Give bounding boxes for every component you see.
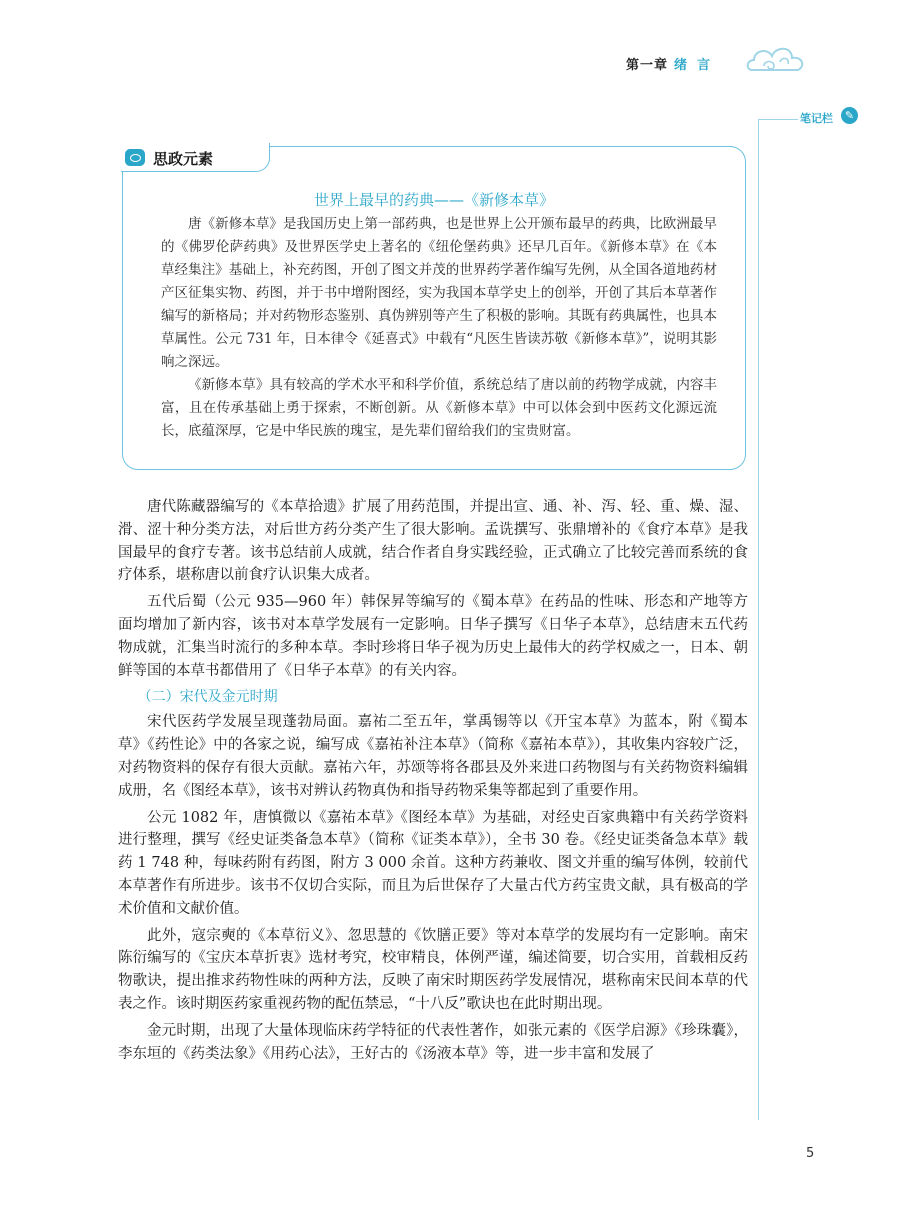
- notes-label: 笔记栏: [800, 112, 833, 125]
- box-paragraph: 唐《新修本草》是我国历史上第一部药典，也是世界上公开颁布最早的药典，比欧洲最早的《佛罗伦萨药典》及世界医学史上著名的《纽伦堡药典》还早几百年。《新修本草》在《本草经集注》基础上，补充药图，开创了图文并茂的世界药学著作编写先例，从全国各道地药材产区征集实物、药图，并于书中增附图经，实为我国本草学史上的创举，开创了其后本草著作编写的新格局；并对药物形态鉴别、真伪辨别等产生了积极的影响。其既有药典属性，也具本草属性。公元 731 年，日本律令《延喜式》中载有“凡医生皆读苏敬《新修本草》”，说明其影响之深远。: [161, 216, 717, 370]
- chapter-title: 绪言: [674, 58, 721, 73]
- cloud-ornament-icon: [746, 40, 808, 80]
- box-body: [161, 213, 717, 443]
- box-title: 思政元素: [153, 150, 214, 168]
- notes-tab: [758, 104, 900, 132]
- notes-tab-line: [758, 119, 798, 120]
- main-text: [118, 496, 748, 1069]
- body-paragraph: 五代后蜀（公元 935—960 年）韩保昇等编写的《蜀本草》在药品的性味、形态和产地等方面均增加了新内容，该书对本草学发展有一定影响。日华子撰写《日华子本草》，总结唐末五代药物成就，汇集当时流行的多种本草。李时珍将日华子视为历史上最伟大的药学权威之一，日本、朝鲜等国的本草书都借用了《日华子本草》的有关内容。: [118, 594, 748, 679]
- box-title-tab: [121, 143, 270, 172]
- chat-bubble-icon: [125, 149, 145, 166]
- page-number: 5: [806, 1146, 815, 1161]
- ideology-box: [122, 146, 746, 470]
- body-paragraph: 此外，寇宗奭的《本草衍义》、忽思慧的《饮膳正要》等对本草学的发展均有一定影响。南宋陈衍编写的《宝庆本草折衷》选材考究，校审精良，体例严谨，编述简要，切合实用，首载相反药物歌诀，提出推求药物性味的两种方法，反映了南宋时期医药学发展情况，堪称南宋民间本草的代表之作。该时期医药家重视药物的配伍禁忌，“十八反”歌诀也在此时期出现。: [118, 927, 748, 1012]
- chapter-number: 第一章: [626, 58, 669, 73]
- box-heading: 世界上最早的药典——《新修本草》: [313, 191, 554, 209]
- body-paragraph: 宋代医药学发展呈现蓬勃局面。嘉祐二至五年，掌禹锡等以《开宝本草》为蓝本，附《蜀本草》《药性论》中的各家之说，编写成《嘉祐补注本草》（简称《嘉祐本草》），其收集内容较广泛，对药物资料的保存有很大贡献。嘉祐六年，苏颂等将各郡县及外来进口药物图与有关药物资料编辑成册，名《图经本草》，该书对辨认药物真伪和指导药物采集等都起到了重要作用。: [118, 714, 748, 799]
- notes-column-rule: [758, 120, 759, 1120]
- body-paragraph: 唐代陈藏器编写的《本草拾遗》扩展了用药范围，并提出宣、通、补、泻、轻、重、燥、湿、滑、涩十种分类方法，对后世方药分类产生了很大影响。孟诜撰写、张鼎增补的《食疗本草》是我国最早的食疗专著。该书总结前人成就，结合作者自身实践经验，正式确立了比较完善而系统的食疗体系，堪称唐以前食疗认识集大成者。: [118, 499, 748, 584]
- body-paragraph: 公元 1082 年，唐慎微以《嘉祐本草》《图经本草》为基础，对经史百家典籍中有关药学资料进行整理，撰写《经史证类备急本草》（简称《证类本草》），全书 30 卷。《经史证类备急本草》载药 1 748 种，每味药附有药图，附方 3 000 余首。这种方药兼收、图文并重的编写体例，较前代本草著作有所进步。该书不仅切合实际，而且为后世保存了大量古代方药宝贵文献，具有极高的学术价值和文献价值。: [118, 809, 748, 917]
- running-header: [626, 54, 720, 73]
- pencil-icon: ✎: [841, 107, 858, 124]
- section-subheading: （二）宋代及金元时期: [137, 689, 278, 706]
- box-paragraph: 《新修本草》具有较高的学术水平和科学价值，系统总结了唐以前的药物学成就，内容丰富，且在传承基础上勇于探索，不断创新。从《新修本草》中可以体会到中医药文化源远流长，底蕴深厚，它是中华民族的瑰宝，是先辈们留给我们的宝贵财富。: [161, 377, 717, 439]
- body-paragraph: 金元时期，出现了大量体现临床药学特征的代表性著作，如张元素的《医学启源》《珍珠囊》，李东垣的《药类法象》《用药心法》，王好古的《汤液本草》等，进一步丰富和发展了: [118, 1022, 748, 1062]
